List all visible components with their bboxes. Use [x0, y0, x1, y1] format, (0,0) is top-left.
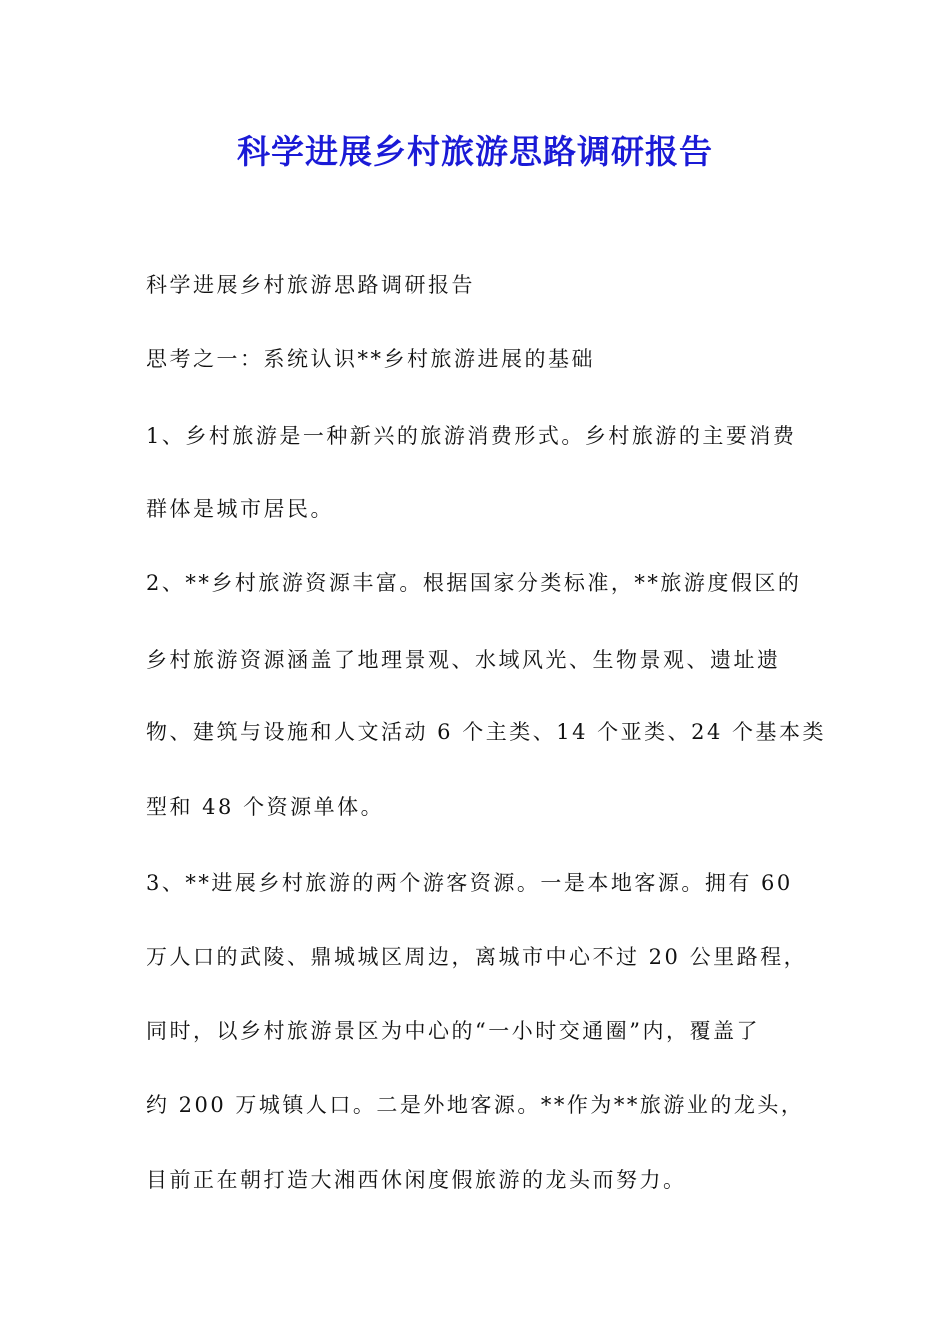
document-title: 科学进展乡村旅游思路调研报告	[237, 132, 713, 171]
text-line: 科学进展乡村旅游思路调研报告	[146, 273, 475, 297]
text-line: 群体是城市居民。	[146, 497, 334, 521]
text-line: 约 200 万城镇人口。二是外地客源。**作为**旅游业的龙头，	[146, 1093, 805, 1117]
text-line: 2、**乡村旅游资源丰富。根据国家分类标准，**旅游度假区的	[146, 571, 802, 595]
text-line: 乡村旅游资源涵盖了地理景观、水域风光、生物景观、遗址遗	[146, 648, 781, 672]
text-line: 目前正在朝打造大湘西休闲度假旅游的龙头而努力。	[146, 1168, 687, 1192]
text-line: 思考之一：系统认识**乡村旅游进展的基础	[146, 347, 595, 371]
text-line: 同时，以乡村旅游景区为中心的“一小时交通圈”内，覆盖了	[146, 1019, 760, 1043]
text-line: 1、乡村旅游是一种新兴的旅游消费形式。乡村旅游的主要消费	[146, 424, 797, 448]
text-line: 万人口的武陵、鼎城城区周边，离城市中心不过 20 公里路程，	[146, 945, 808, 969]
text-line: 3、**进展乡村旅游的两个游客资源。一是本地客源。拥有 60	[146, 871, 793, 895]
text-line: 型和 48 个资源单体。	[146, 795, 385, 819]
text-line: 物、建筑与设施和人文活动 6 个主类、14 个亚类、24 个基本类	[146, 720, 827, 744]
